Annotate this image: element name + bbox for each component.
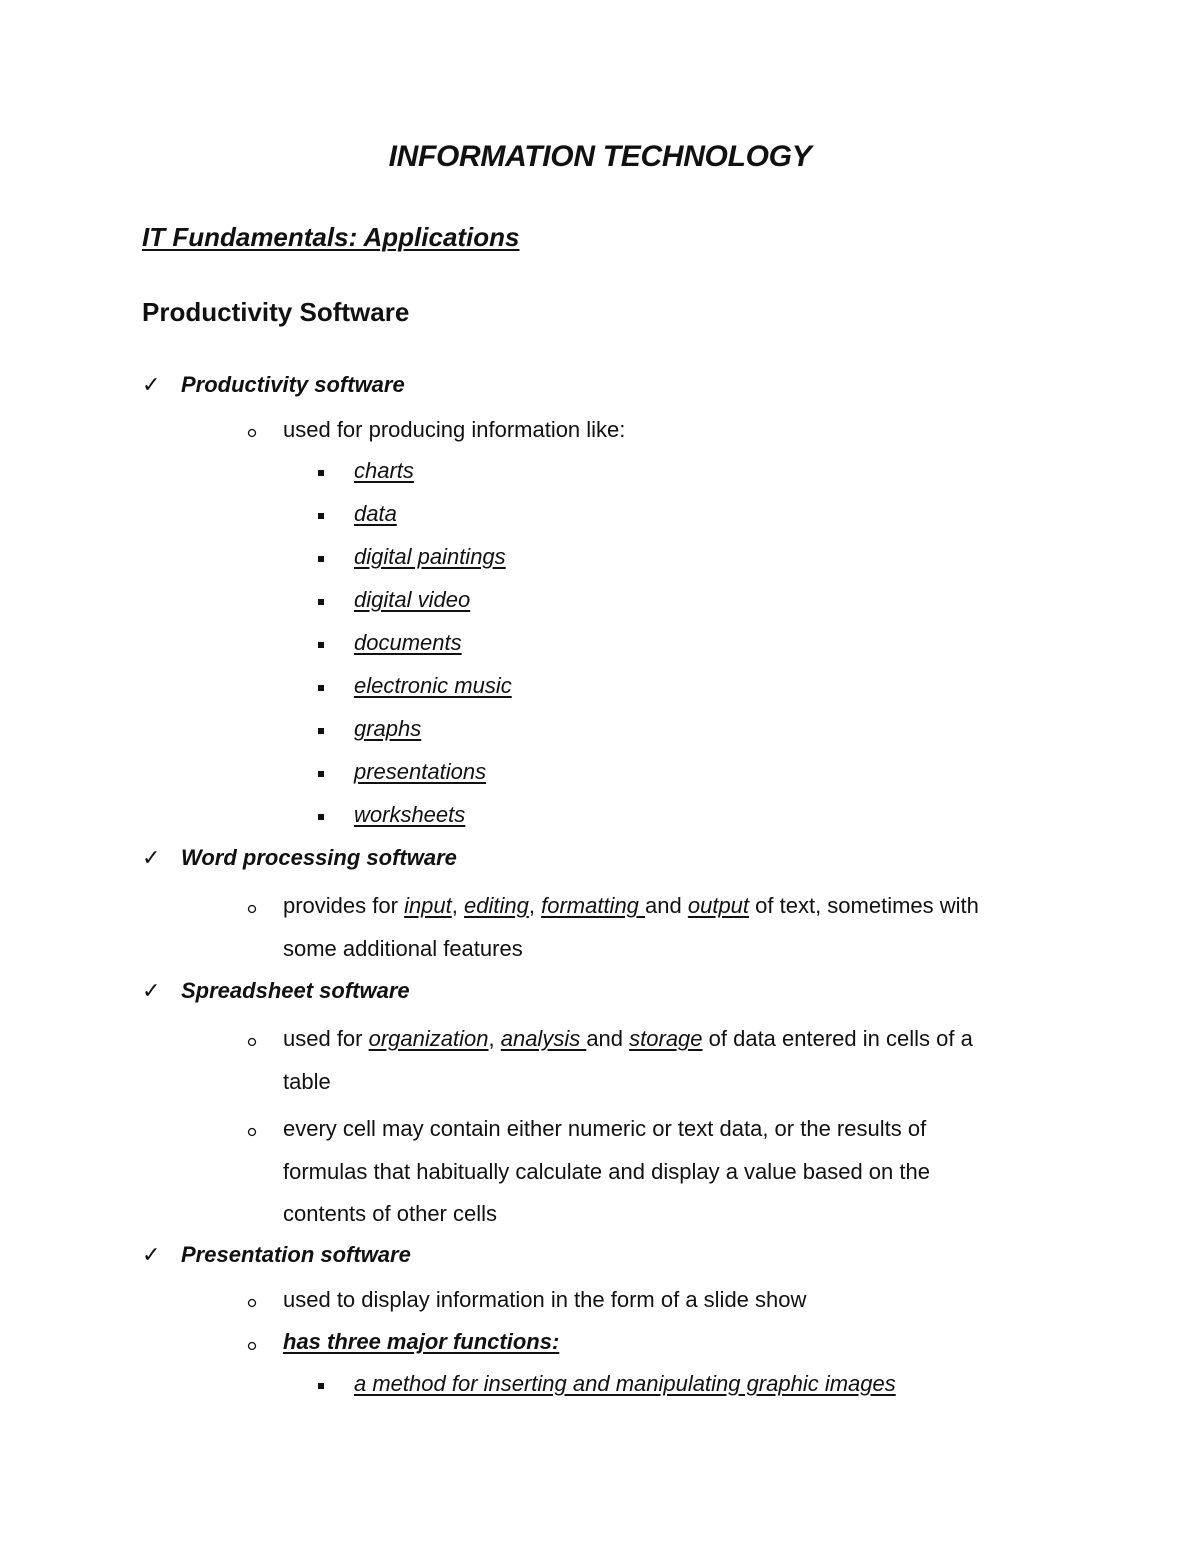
- term-analysis: analysis: [500, 1026, 587, 1051]
- list-item-data: data: [354, 501, 397, 526]
- term-formatting: formatting: [541, 893, 646, 918]
- item-heading-spreadsheet: Spreadsheet software: [181, 978, 410, 1003]
- term-input: input: [404, 893, 452, 918]
- term-editing: editing: [464, 893, 529, 918]
- spreadsheet-description-line2: table: [283, 1069, 331, 1094]
- text-span: and: [586, 1026, 630, 1051]
- text-span: of data entered in cells of a: [702, 1026, 973, 1051]
- text-span: of text, sometimes with: [749, 893, 979, 918]
- list-item-digital-paintings: digital paintings: [354, 544, 506, 569]
- presentation-function-1: a method for inserting and manipulating graphic images: [354, 1371, 896, 1396]
- square-bullet-icon: [318, 556, 324, 562]
- hollow-circle-bullet-icon: [247, 904, 257, 914]
- term-output: output: [687, 893, 750, 918]
- word-processing-description-line2: some additional features: [283, 936, 523, 961]
- spreadsheet-cell-description-line3: contents of other cells: [283, 1201, 498, 1226]
- presentation-description: used to display information in the form of a slide show: [283, 1287, 807, 1312]
- text-span: used for: [283, 1026, 369, 1051]
- hollow-circle-bullet-icon: [247, 1037, 257, 1047]
- word-processing-description: [283, 884, 979, 927]
- list-item-electronic-music: electronic music: [354, 673, 512, 698]
- square-bullet-icon: [318, 599, 324, 605]
- section-heading: Productivity Software: [142, 297, 410, 327]
- document-title: INFORMATION TECHNOLOGY: [388, 140, 812, 173]
- square-bullet-icon: [318, 1383, 324, 1389]
- checkmark-icon: ✓: [142, 1242, 161, 1267]
- list-item-digital-video: digital video: [354, 587, 471, 612]
- checkmark-icon: ✓: [142, 845, 161, 870]
- square-bullet-icon: [318, 513, 324, 519]
- hollow-circle-bullet-icon: [247, 1341, 257, 1351]
- list-item-presentations: presentations: [354, 759, 487, 784]
- square-bullet-icon: [318, 728, 324, 734]
- document-subtitle: IT Fundamentals: Applications: [142, 222, 520, 252]
- spreadsheet-description: [283, 1017, 973, 1060]
- spreadsheet-cell-description-line1: every cell may contain either numeric or text data, or the results of: [283, 1116, 927, 1141]
- item-heading-presentation: Presentation software: [181, 1242, 411, 1267]
- square-bullet-icon: [318, 771, 324, 777]
- text-span: ,: [488, 1026, 501, 1051]
- square-bullet-icon: [318, 470, 324, 476]
- list-item-charts: charts: [354, 458, 414, 483]
- text-span: provides for: [283, 893, 405, 918]
- checkmark-icon: ✓: [142, 372, 161, 397]
- square-bullet-icon: [318, 685, 324, 691]
- term-storage: storage: [629, 1026, 703, 1051]
- list-item-documents: documents: [354, 630, 462, 655]
- list-item-worksheets: worksheets: [354, 802, 466, 827]
- text-span: ,: [451, 893, 465, 918]
- list-item-graphs: graphs: [354, 716, 422, 741]
- text-span: ,: [528, 893, 542, 918]
- square-bullet-icon: [318, 814, 324, 820]
- term-organization: organization: [368, 1026, 489, 1051]
- text-span: and: [645, 893, 688, 918]
- item-heading-productivity: Productivity software: [181, 372, 405, 397]
- square-bullet-icon: [318, 642, 324, 648]
- hollow-circle-bullet-icon: [247, 428, 257, 438]
- hollow-circle-bullet-icon: [247, 1298, 257, 1308]
- checkmark-icon: ✓: [142, 978, 161, 1003]
- spreadsheet-cell-description-line2: formulas that habitually calculate and display a value based on the: [283, 1159, 930, 1184]
- productivity-intro: used for producing information like:: [283, 417, 626, 442]
- hollow-circle-bullet-icon: [247, 1127, 257, 1137]
- presentation-functions-heading: has three major functions:: [283, 1329, 560, 1354]
- item-heading-word-processing: Word processing software: [181, 845, 457, 870]
